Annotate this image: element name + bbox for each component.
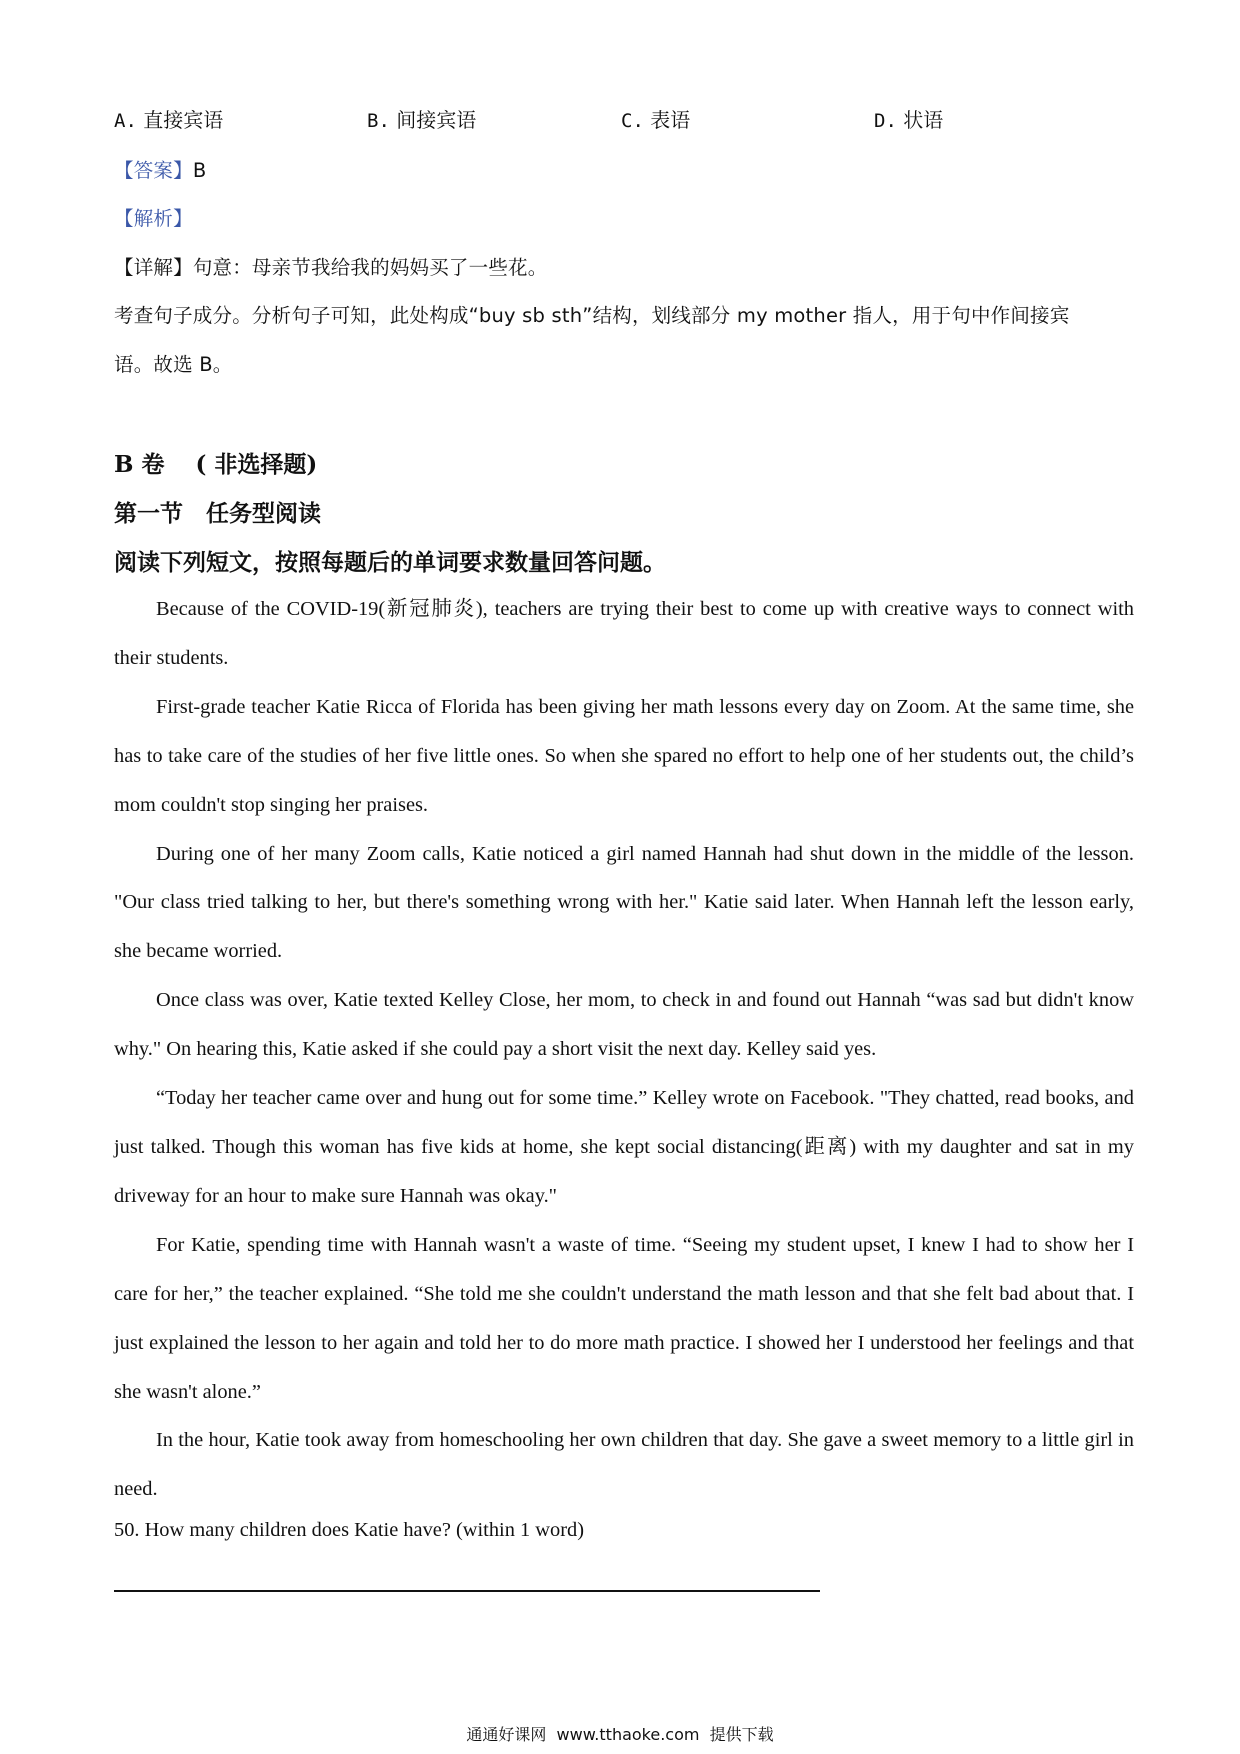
part-heading: 第一节 任务型阅读 [114,500,321,527]
option-c-text: 表语 [650,108,691,132]
option-d [874,104,943,133]
option-b [367,104,476,133]
option-a-letter: A. [114,110,137,132]
passage-paragraph-3: During one of her many Zoom calls, Katie noticed a girl named Hannah had shut down in the middle of the lesson. "Our class tried talking to her, but there's something wrong with her." Katie said later. When Hannah left the lesson early, she became worried. [114,842,1134,963]
answer-line [114,155,206,183]
detail-tag: 【详解】 [114,256,193,279]
answer-value: B [192,159,207,182]
option-b-letter: B. [367,110,390,132]
option-a-text: 直接宾语 [143,108,224,132]
passage-paragraph-1: Because of the COVID-19(新冠肺炎), teachers are trying their best to come up with creative ways to connect with their students. [114,598,1134,669]
option-b-text: 间接宾语 [396,108,477,132]
option-c-letter: C. [621,110,644,132]
option-d-letter: D. [874,110,897,132]
question-50: 50. How many children does Katie have? (within 1 word) [114,1519,584,1541]
detail-sentence-meaning: 句意：母亲节我给我的妈妈买了一些花。 [192,256,548,279]
option-d-text: 状语 [903,108,944,132]
options-row [114,104,1134,136]
option-a [114,104,223,133]
passage-paragraph-5: “Today her teacher came over and hung out for some time.” Kelley wrote on Facebook. "They chatted, read books, and just talked. Though this woman has five kids at home, she kept social distancing(距离) with my daughter and sat in my driveway for an hour to make sure Hannah was okay." [114,1087,1134,1207]
analysis-tag: 【解析】 [114,207,193,230]
analysis-line [114,203,193,231]
option-c [621,104,690,133]
answer-blank-line[interactable] [114,1590,820,1592]
volume-heading: B 卷 ( 非选择题) [114,451,318,478]
instruction-heading: 阅读下列短文，按照每题后的单词要求数量回答问题。 [114,549,666,576]
passage-paragraph-4: Once class was over, Katie texted Kelley Close, her mom, to check in and found out Hannah “was sad but didn't know why." On hearing this, Katie asked if she could pay a short visit the next day. Kelley said yes. [114,989,1134,1061]
passage-paragraph-6: For Katie, spending time with Hannah wasn't a waste of time. “Seeing my student upset, I knew I had to show her I care for her,” the teacher explained. “She told me she couldn't understand the math lesson and that she felt bad about that. I just explained the lesson to her again and told her to do more math practice. I showed her I understood her feelings and that she wasn't alone.” [114,1233,1134,1403]
detail-line-1 [114,252,547,280]
passage-paragraph-7: In the hour, Katie took away from homeschooling her own children that day. She gave a sweet memory to a little girl in need. [114,1429,1134,1501]
page-footer: 通通好课网 www.tthaoke.com 提供下载 [466,1725,774,1744]
detail-line-2: 考查句子成分。分析句子可知，此处构成“buy sb sth”结构，划线部分 my mother 指人，用于句中作间接宾 [114,304,1070,327]
passage-paragraph-2: First-grade teacher Katie Ricca of Florida has been giving her math lessons every day on Zoom. At the same time, she has to take care of the studies of her five little ones. So when she spared no effort to help one of her students out, the child’s mom couldn't stop singing her praises. [114,695,1134,816]
detail-line-3: 语。故选 B。 [114,353,233,376]
reading-passage [114,585,1134,1514]
answer-tag: 【答案】 [114,159,193,182]
